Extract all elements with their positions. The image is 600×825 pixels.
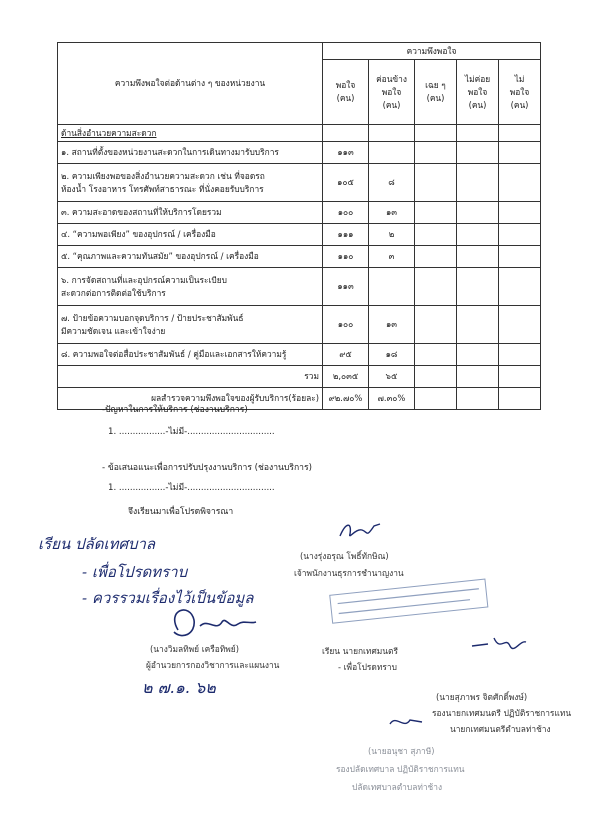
table-row bbox=[58, 306, 541, 344]
suggestions-line: 1. .................-ไม่มี-................................ bbox=[108, 483, 275, 493]
cell-satisfied: ๑๐๐ bbox=[323, 306, 369, 344]
bottom-line-2: ปลัดเทศบาลตำบลท่าช้าง bbox=[352, 782, 443, 792]
cell-fairly-satisfied bbox=[369, 268, 415, 306]
director-signature-icon bbox=[160, 600, 260, 644]
cell-satisfied: ๑๑๓ bbox=[323, 142, 369, 164]
cell-satisfied: ๑๑๐ bbox=[323, 246, 369, 268]
col-less-satisfied: ไม่ค่อย พอใจ (คน) bbox=[457, 60, 499, 125]
section-title: ด้านสิ่งอำนวยความสะดวก bbox=[58, 125, 323, 142]
header-main: ความพึงพอใจต่อด้านต่าง ๆ ของหน่วยงาน bbox=[58, 43, 323, 125]
handwritten-line-3: - ควรรวมเรื่องไว้เป็นข้อมูล bbox=[82, 589, 254, 607]
header-group: ความพึงพอใจ bbox=[323, 43, 541, 60]
col-satisfied: พอใจ (คน) bbox=[323, 60, 369, 125]
cell-fairly-satisfied: ๑๓ bbox=[369, 202, 415, 224]
handwritten-line-2: - เพื่อโปรดทราบ bbox=[82, 563, 188, 581]
cell-fairly-satisfied bbox=[369, 142, 415, 164]
table-header-row bbox=[58, 43, 541, 60]
table-row bbox=[58, 246, 541, 268]
table-row bbox=[58, 202, 541, 224]
table-row bbox=[58, 164, 541, 202]
forward-line-2: - เพื่อโปรดทราบ bbox=[338, 662, 397, 672]
deputy-line-2: นายกเทศมนตรีตำบลท่าช้าง bbox=[450, 724, 551, 734]
row-label: ๓. ความสะอาดของสถานที่ให้บริการโดยรวม bbox=[58, 202, 323, 224]
table-row bbox=[58, 344, 541, 366]
cell-satisfied: ๙๕ bbox=[323, 344, 369, 366]
cell-fairly-satisfied: ๘ bbox=[369, 164, 415, 202]
table-row bbox=[58, 142, 541, 164]
col-neutral: เฉย ๆ (คน) bbox=[415, 60, 457, 125]
cell-fairly-satisfied: ๓ bbox=[369, 246, 415, 268]
bottom-line-1: รองปลัดเทศบาล ปฏิบัติราชการแทน bbox=[336, 764, 465, 774]
cell-satisfied: ๑๑๑ bbox=[323, 224, 369, 246]
satisfaction-table bbox=[57, 42, 541, 410]
cell-satisfied: ๑๑๓ bbox=[323, 268, 369, 306]
row-label: ๔. “ความพอเพียง” ของอุปกรณ์ / เครื่องมือ bbox=[58, 224, 323, 246]
director-position: ผู้อำนวยการกองวิชาการและแผนงาน bbox=[146, 660, 280, 670]
total-fairly-satisfied: ๖๕ bbox=[369, 366, 415, 388]
col-unsatisfied: ไม่ พอใจ (คน) bbox=[499, 60, 541, 125]
officer-signature-icon bbox=[338, 518, 384, 544]
deputy-line-1: รองนายกเทศมนตรี ปฏิบัติราชการแทน bbox=[432, 708, 572, 718]
total-row bbox=[58, 366, 541, 388]
deputy-signature-icon bbox=[470, 632, 530, 656]
summary-satisfied: ๙๒.๗๐% bbox=[323, 388, 369, 410]
officer-position: เจ้าพนักงานธุรการชำนาญงาน bbox=[294, 568, 404, 578]
stamp-icon bbox=[329, 578, 491, 627]
director-name: (นางวิมลทิพย์ เครือทิพย์) bbox=[150, 644, 239, 654]
cell-fairly-satisfied: ๑๓ bbox=[369, 306, 415, 344]
closing-text: จึงเรียนมาเพื่อโปรดพิจารณา bbox=[128, 507, 234, 517]
row-label: ๒. ความเพียงพอของสิ่งอำนวยความสะดวก เช่น ที่จอดรถ ห้องน้ำ โรงอาหาร โทรศัพท์สาธารณะ ที่นั่งคอยรับบริการ bbox=[58, 164, 323, 202]
cell-satisfied: ๑๐๕ bbox=[323, 164, 369, 202]
cell-fairly-satisfied: ๒ bbox=[369, 224, 415, 246]
officer-name: (นางรุ่งอรุณ โพธิ์ทักษิณ) bbox=[300, 551, 389, 561]
cell-fairly-satisfied: ๑๘ bbox=[369, 344, 415, 366]
table-row bbox=[58, 268, 541, 306]
cell-satisfied: ๑๐๐ bbox=[323, 202, 369, 224]
problems-line: 1. .................-ไม่มี-................................ bbox=[108, 427, 275, 437]
row-label: ๘. ความพอใจต่อสื่อประชาสัมพันธ์ / คู่มือและเอกสารให้ความรู้ bbox=[58, 344, 323, 366]
row-label: ๕. “คุณภาพและความทันสมัย” ของอุปกรณ์ / เครื่องมือ bbox=[58, 246, 323, 268]
received-stamp bbox=[329, 578, 492, 629]
row-label: ๖. การจัดสถานที่และอุปกรณ์ความเป็นระเบียบ สะดวกต่อการติดต่อใช้บริการ bbox=[58, 268, 323, 306]
col-fairly-satisfied: ค่อนข้าง พอใจ (คน) bbox=[369, 60, 415, 125]
total-satisfied: ๒,๐๓๕ bbox=[323, 366, 369, 388]
summary-fairly-satisfied: ๗.๓๐% bbox=[369, 388, 415, 410]
deputy-name: (นายสุภาพร จิตศักดิ์พงษ์) bbox=[436, 692, 528, 702]
bottom-name: (นายอนุชา สุภาษี) bbox=[368, 746, 435, 756]
handwritten-line-1: เรียน ปลัดเทศบาล bbox=[38, 535, 156, 553]
total-label: รวม bbox=[58, 366, 323, 388]
summary-label: ผลสำรวจความพึงพอใจของผู้รับบริการ(ร้อยละ) bbox=[58, 388, 323, 410]
table-row bbox=[58, 224, 541, 246]
row-label: ๗. ป้ายข้อความบอกจุดบริการ / ป้ายประชาสัมพันธ์ มีความชัดเจน และเข้าใจง่าย bbox=[58, 306, 323, 344]
row-label: ๑. สถานที่ตั้งของหน่วยงานสะดวกในการเดินทางมารับบริการ bbox=[58, 142, 323, 164]
forward-line-1: เรียน นายกเทศมนตรี bbox=[322, 646, 398, 656]
handwritten-date: ๒ ๗.๑. ๖๒ bbox=[142, 678, 216, 697]
section-row bbox=[58, 125, 541, 142]
problems-title: -ปัญหาในการให้บริการ (ช่องานบริการ) bbox=[102, 405, 248, 415]
deputy-initial-icon bbox=[386, 712, 426, 732]
suggestions-title: - ข้อเสนอแนะเพื่อการปรับปรุงงานบริการ (ช่องานบริการ) bbox=[102, 463, 312, 473]
